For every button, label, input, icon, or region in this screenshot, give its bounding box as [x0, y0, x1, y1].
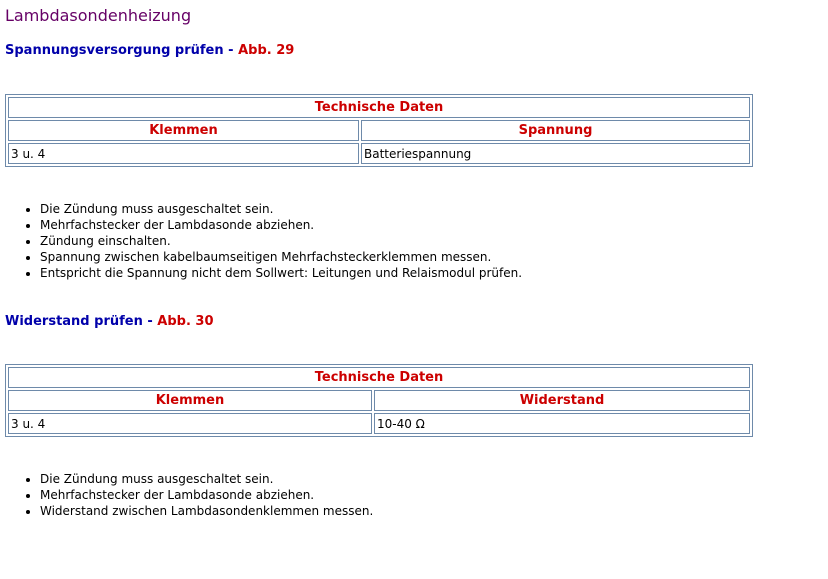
figure-reference-link[interactable]: Abb. 30	[157, 314, 214, 329]
heading-separator: -	[223, 43, 239, 58]
table-row	[8, 413, 750, 434]
column-header-resistance: Widerstand	[374, 390, 750, 411]
section-heading-text: Widerstand prüfen	[5, 314, 143, 329]
list-item: • Spannung zwischen kabelbaumseitigen Mehrfachsteckerklemmen messen.	[40, 249, 522, 265]
section-heading-voltage	[5, 43, 294, 58]
column-header-terminals: Klemmen	[8, 120, 359, 141]
table-cell-terminals: 3 u. 4	[8, 143, 359, 164]
list-item: • Mehrfachstecker der Lambdasonde abziehen.	[40, 487, 373, 503]
list-item: • Widerstand zwischen Lambdasondenklemmen messen.	[40, 503, 373, 519]
column-header-voltage: Spannung	[361, 120, 750, 141]
procedure-list-voltage	[22, 201, 522, 281]
list-item: • Zündung einschalten.	[40, 233, 522, 249]
list-item: • Entspricht die Spannung nicht dem Sollwert: Leitungen und Relaismodul prüfen.	[40, 265, 522, 281]
table-caption: Technische Daten	[8, 97, 750, 118]
table-row	[8, 143, 750, 164]
section-heading-text: Spannungsversorgung prüfen	[5, 43, 224, 58]
section-heading-resistance	[5, 314, 214, 329]
table-cell-terminals: 3 u. 4	[8, 413, 372, 434]
list-item: • Die Zündung muss ausgeschaltet sein.	[40, 201, 522, 217]
technical-data-table-voltage	[5, 94, 753, 167]
table-caption: Technische Daten	[8, 367, 750, 388]
procedure-list-resistance	[22, 471, 373, 519]
column-header-terminals: Klemmen	[8, 390, 372, 411]
list-item: • Mehrfachstecker der Lambdasonde abziehen.	[40, 217, 522, 233]
technical-data-table-resistance	[5, 364, 753, 437]
table-cell-voltage: Batteriespannung	[361, 143, 750, 164]
table-cell-resistance: 10-40 Ω	[374, 413, 750, 434]
list-item: • Die Zündung muss ausgeschaltet sein.	[40, 471, 373, 487]
figure-reference-link[interactable]: Abb. 29	[238, 43, 295, 58]
page-title: Lambdasondenheizung	[5, 6, 192, 25]
heading-separator: -	[142, 314, 158, 329]
